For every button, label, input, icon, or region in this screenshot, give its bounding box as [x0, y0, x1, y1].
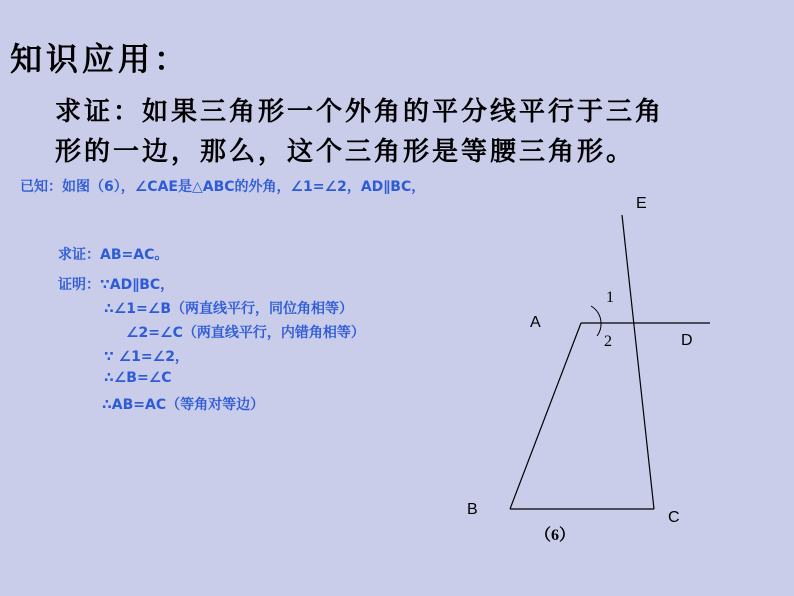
line-e-c	[622, 215, 654, 509]
slide-title: 知识应用：	[10, 40, 191, 78]
to-prove: 求证：AB=AC。	[58, 247, 169, 263]
angle-1-arc	[591, 306, 601, 323]
problem-line-1: 求证：如果三角形一个外角的平分线平行于三角	[55, 97, 665, 127]
proof-line-1: 证明：∵AD∥BC，	[58, 277, 175, 293]
figure-caption: （6）	[535, 527, 576, 544]
proof-line-2: ∴∠1=∠B（两直线平行，同位角相等）	[104, 301, 353, 317]
label-b: B	[467, 501, 478, 518]
label-d: D	[681, 332, 693, 349]
label-a: A	[530, 314, 541, 331]
proof-line-5: ∴∠B=∠C	[104, 370, 172, 386]
angle-2-label: 2	[604, 333, 612, 350]
segment-ab	[510, 323, 581, 509]
label-c: C	[668, 509, 680, 526]
angle-1-label: 1	[606, 289, 614, 306]
proof-line-3: ∠2=∠C（两直线平行，内错角相等）	[126, 325, 365, 341]
problem-line-2: 形的一边，那么，这个三角形是等腰三角形。	[55, 137, 636, 167]
proof-line-4: ∵ ∠1=∠2，	[104, 349, 189, 365]
given-statement: 已知：如图（6），∠CAE是△ABC的外角，∠1=∠2，AD∥BC，	[20, 179, 426, 195]
label-e: E	[636, 195, 647, 212]
proof-line-6: ∴AB=AC（等角对等边）	[102, 397, 265, 413]
angle-2-arc	[597, 323, 601, 336]
